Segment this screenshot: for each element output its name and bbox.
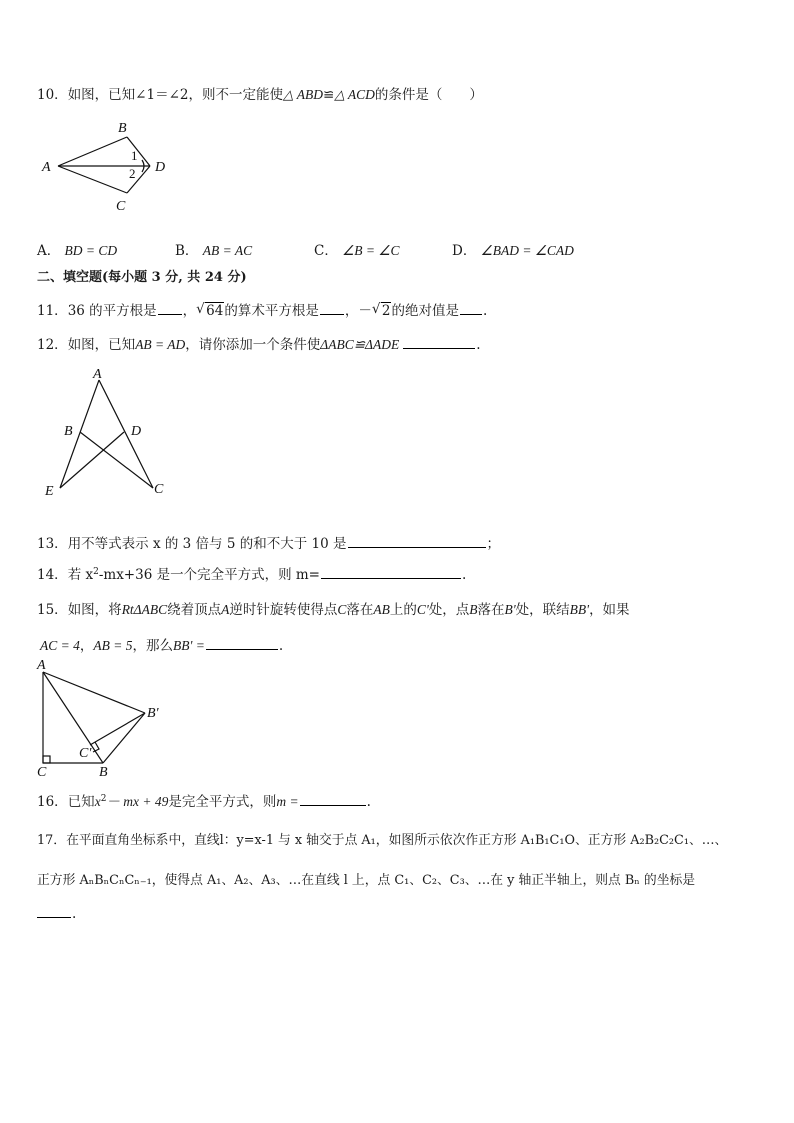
q12-condition: AB = AD (135, 337, 186, 352)
q15-segment-cpbp (90, 713, 145, 745)
q15-point-b: B (469, 602, 478, 617)
q15-segment-abp (43, 672, 145, 713)
q10-option-b-text: AB = AC (202, 243, 253, 258)
q16-text-b: 是完全平方式，则 (168, 794, 277, 810)
q10-label-c: C (116, 199, 126, 214)
q12-segment-bc (80, 432, 153, 488)
q15-label-c: C (37, 765, 47, 780)
q10-option-d-letter: D． (452, 243, 477, 259)
q15-label-a: A (37, 658, 46, 673)
q13-blank[interactable] (348, 535, 486, 548)
q14-number: 14． (37, 567, 68, 583)
q15-text-b: 绕着顶点 (167, 602, 222, 618)
q15-text-g: 落在 (477, 602, 505, 618)
q12-label-d: D (131, 424, 142, 439)
q12-number: 12． (37, 337, 68, 353)
q15-given-ab: AB = 5 (93, 638, 133, 653)
q10-label-d: D (155, 160, 166, 175)
q15-label-b: B (99, 765, 108, 780)
q10-option-c-text: ∠B = ∠C (342, 243, 400, 258)
q10-segment-ab (58, 137, 127, 166)
q10-segment-ac (58, 166, 127, 193)
q12-text-a: 如图，已知 (67, 337, 136, 353)
q10-number: 10． (37, 87, 68, 103)
q10-tri1: △ ABD (283, 87, 323, 102)
q15-figure (33, 657, 173, 782)
q11-blank-2[interactable] (320, 302, 344, 315)
q15-number: 15． (37, 602, 68, 618)
q10-label-a: A (42, 160, 51, 175)
q10-text-b: 的条件是（ ） (374, 87, 483, 103)
q10-option-a-text: BD = CD (64, 243, 118, 258)
q16-number: 16． (37, 794, 68, 810)
q14-text-b: -mx+36 是一个完全平方式，则 m= (98, 567, 320, 583)
q17-line-2: 正方形 AₙBₙCₙCₙ₋₁，使得点 A₁、A₂、A₃、…在直线 l 上，点 C₁、C₂、C₃、…在 y 轴正半轴上，则点 Bₙ 的坐标是 (37, 873, 696, 888)
q15-text-i: ，如果 (589, 602, 630, 618)
q11-sqrt-64: √ 64 (196, 301, 224, 319)
q15-sep: ， (79, 638, 94, 654)
q11-neg: － (358, 303, 372, 319)
q17-number: 17． (37, 833, 67, 848)
q10-label-1: 1 (131, 148, 138, 163)
q11-sep: ， (182, 303, 197, 319)
q17-stem-line-1 (37, 829, 727, 848)
q15-text-j: ，那么 (132, 638, 173, 654)
q15-label-bp: B′ (147, 706, 159, 721)
q15-segment-ab (43, 672, 103, 763)
q15-vertex-a: A (221, 602, 230, 617)
q12-text-b: ，请你添加一个条件使 (185, 337, 321, 353)
q15-given-ac: AC = 4 (40, 638, 80, 653)
q15-text-a: 如图，将 (67, 602, 122, 618)
q14-text-a: 若 x (67, 567, 94, 583)
q10-label-b: B (118, 121, 127, 136)
q17-end: . (72, 906, 77, 922)
q15-point-bp: B' (504, 602, 516, 617)
q14-blank[interactable] (321, 566, 461, 579)
q10-option-b[interactable] (175, 239, 252, 259)
q16-m: m = (276, 794, 299, 809)
q16-exponent: 2 (100, 794, 107, 804)
q10-text-a: 如图，已知∠1＝∠2，则不一定能使 (67, 87, 283, 103)
q15-text-h: 处，联结 (515, 602, 570, 618)
q15-text-f: 处，点 (428, 602, 470, 618)
q11-stem (37, 299, 487, 319)
q12-label-a: A (93, 367, 102, 382)
q10-figure (38, 112, 178, 222)
q14-stem (37, 563, 466, 583)
q11-radicand-1: 64 (206, 303, 224, 319)
q10-option-c[interactable] (314, 239, 399, 259)
q17-line-1: 在平面直角坐标系中，直线l：y=x-1 与 x 轴交于点 A₁，如图所示依次作正方形 A₁B₁C₁O、正方形 A₂B₂C₂C₁、…、 (66, 833, 728, 848)
q13-text: 用不等式表示 x 的 3 倍与 5 的和不大于 10 是 (67, 536, 347, 552)
q10-option-c-letter: C． (314, 243, 338, 259)
q15-label-cp: C′ (79, 746, 92, 761)
q11-radicand-2: 2 (381, 303, 391, 319)
q15-right-angle-cp (93, 742, 99, 752)
q11-number: 11． (37, 303, 68, 319)
q12-label-c: C (154, 482, 164, 497)
q17-stem-line-2 (37, 869, 695, 888)
q13-stem (37, 532, 500, 552)
q17-blank[interactable] (37, 905, 71, 918)
q15-text-d: 落在 (346, 602, 374, 618)
q15-stem-line-1 (37, 598, 630, 618)
q11-sqrt-2: √ 2 (371, 301, 391, 319)
q12-congruence: ΔABC≌ΔADE (320, 337, 400, 352)
q15-point-c: C (337, 602, 347, 617)
q15-stem-line-2 (40, 634, 283, 654)
q15-point-cp: C' (416, 602, 429, 617)
q10-tri2: △ ACD (334, 87, 375, 102)
q12-figure (38, 365, 178, 505)
q11-sep-2: ， (344, 303, 359, 319)
q13-end: ； (486, 536, 500, 552)
q11-part1: 36 的平方根是 (67, 303, 157, 319)
q10-option-b-letter: B． (175, 243, 199, 259)
q16-end: . (366, 794, 371, 810)
q12-end: . (476, 337, 481, 353)
q12-stem (37, 333, 481, 353)
q12-segment-ac (99, 380, 153, 488)
q11-part2: 的算术平方根是 (224, 303, 319, 319)
q16-expr-a: x (94, 794, 101, 809)
q11-end: . (482, 303, 488, 319)
q15-blank[interactable] (206, 637, 278, 650)
q10-option-a-letter: A． (37, 243, 61, 259)
q15-segment-bbp (103, 713, 145, 763)
q16-text-a: 已知 (67, 794, 95, 810)
q15-segment-bbp: BB' (569, 602, 590, 617)
q15-right-angle-c (43, 756, 50, 763)
q11-blank-1[interactable] (158, 302, 182, 315)
section-2-title: 二、填空题(每小题 3 分, 共 24 分) (37, 270, 247, 285)
q15-segment-ab: AB (373, 602, 390, 617)
q13-number: 13． (37, 536, 68, 552)
q10-option-a[interactable] (37, 239, 117, 259)
q10-stem (37, 83, 483, 103)
q12-label-e: E (45, 484, 54, 499)
q10-label-2: 2 (129, 166, 136, 181)
q16-expr-b: － mx + 49 (106, 794, 169, 809)
q12-blank[interactable] (403, 336, 475, 349)
q10-option-d-text: ∠BAD = ∠CAD (480, 243, 574, 258)
q14-exponent: 2 (93, 567, 99, 577)
q16-stem (37, 790, 371, 810)
q15-text-e: 上的 (389, 602, 417, 618)
q17-stem-line-3 (37, 905, 76, 922)
q14-end: . (462, 567, 467, 583)
q15-text-c: 逆时针旋转使得点 (229, 602, 338, 618)
q10-cong: ≌ (323, 87, 335, 103)
q11-part3: 的绝对值是 (391, 303, 459, 319)
q10-option-d[interactable] (452, 239, 574, 259)
q15-end: . (278, 638, 284, 654)
q12-label-b: B (64, 424, 73, 439)
q11-blank-3[interactable] (460, 302, 482, 315)
q15-ask: BB' = (172, 638, 205, 653)
q16-blank[interactable] (300, 793, 366, 806)
q15-triangle: RtΔABC (121, 602, 168, 617)
